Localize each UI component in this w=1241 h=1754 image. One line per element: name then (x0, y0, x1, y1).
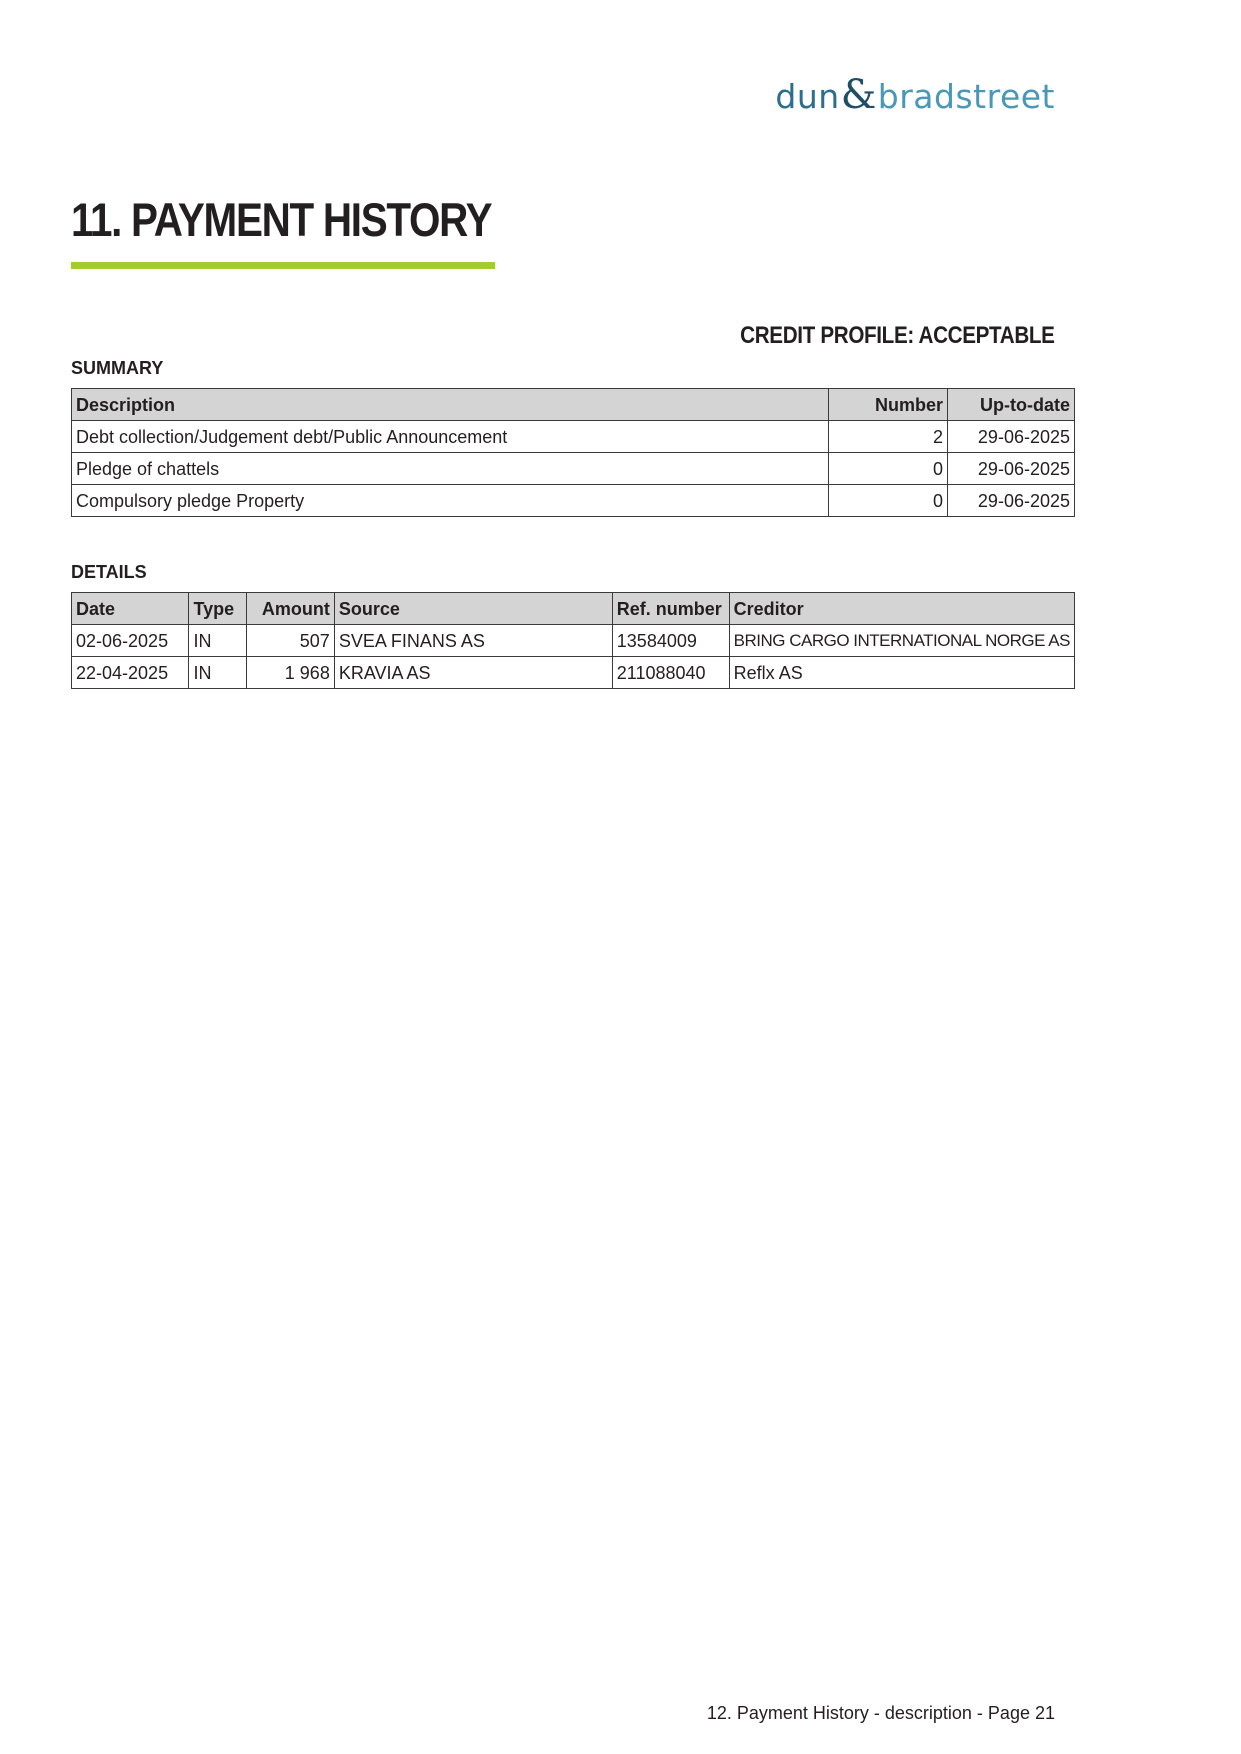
cell-amount: 1 968 (247, 657, 335, 689)
cell-up-to-date: 29-06-2025 (948, 453, 1075, 485)
table-row (72, 453, 1075, 485)
logo-text-dun: dun (775, 77, 840, 116)
summary-header-row (72, 389, 1075, 421)
cell-description: Pledge of chattels (72, 453, 829, 485)
table-row (72, 625, 1075, 657)
table-row (72, 485, 1075, 517)
page-footer: 12. Payment History - description - Page 21 (706, 1703, 1055, 1723)
cell-number: 2 (829, 421, 948, 453)
summary-heading: SUMMARY (71, 358, 164, 378)
dun-bradstreet-logo (775, 72, 1055, 118)
cell-source: SVEA FINANS AS (334, 625, 612, 657)
col-header-creditor: Creditor (729, 593, 1074, 625)
cell-description: Compulsory pledge Property (72, 485, 829, 517)
col-header-date: Date (72, 593, 189, 625)
cell-source: KRAVIA AS (334, 657, 612, 689)
col-header-description: Description (72, 389, 829, 421)
cell-creditor: Reflx AS (729, 657, 1074, 689)
cell-description: Debt collection/Judgement debt/Public Announcement (72, 421, 829, 453)
cell-up-to-date: 29-06-2025 (948, 421, 1075, 453)
col-header-up-to-date: Up-to-date (948, 389, 1075, 421)
summary-table (71, 388, 1075, 517)
col-header-source: Source (334, 593, 612, 625)
details-table (71, 592, 1075, 689)
cell-ref-number: 211088040 (612, 657, 729, 689)
col-header-ref-number: Ref. number (612, 593, 729, 625)
cell-type: IN (189, 625, 247, 657)
cell-date: 02-06-2025 (72, 625, 189, 657)
credit-profile-status: CREDIT PROFILE: ACCEPTABLE (740, 322, 1055, 349)
col-header-number: Number (829, 389, 948, 421)
details-heading: DETAILS (71, 562, 147, 582)
title-underline (71, 262, 495, 269)
cell-up-to-date: 29-06-2025 (948, 485, 1075, 517)
cell-amount: 507 (247, 625, 335, 657)
cell-ref-number: 13584009 (612, 625, 729, 657)
logo-text-bradstreet: bradstreet (877, 77, 1055, 116)
cell-type: IN (189, 657, 247, 689)
cell-number: 0 (829, 453, 948, 485)
logo-ampersand: & (840, 72, 877, 118)
details-header-row (72, 593, 1075, 625)
cell-date: 22-04-2025 (72, 657, 189, 689)
cell-creditor: BRING CARGO INTERNATIONAL NORGE AS (729, 625, 1074, 657)
col-header-amount: Amount (247, 593, 335, 625)
page-title: 11. PAYMENT HISTORY (71, 193, 492, 246)
table-row (72, 657, 1075, 689)
col-header-type: Type (189, 593, 247, 625)
cell-number: 0 (829, 485, 948, 517)
table-row (72, 421, 1075, 453)
